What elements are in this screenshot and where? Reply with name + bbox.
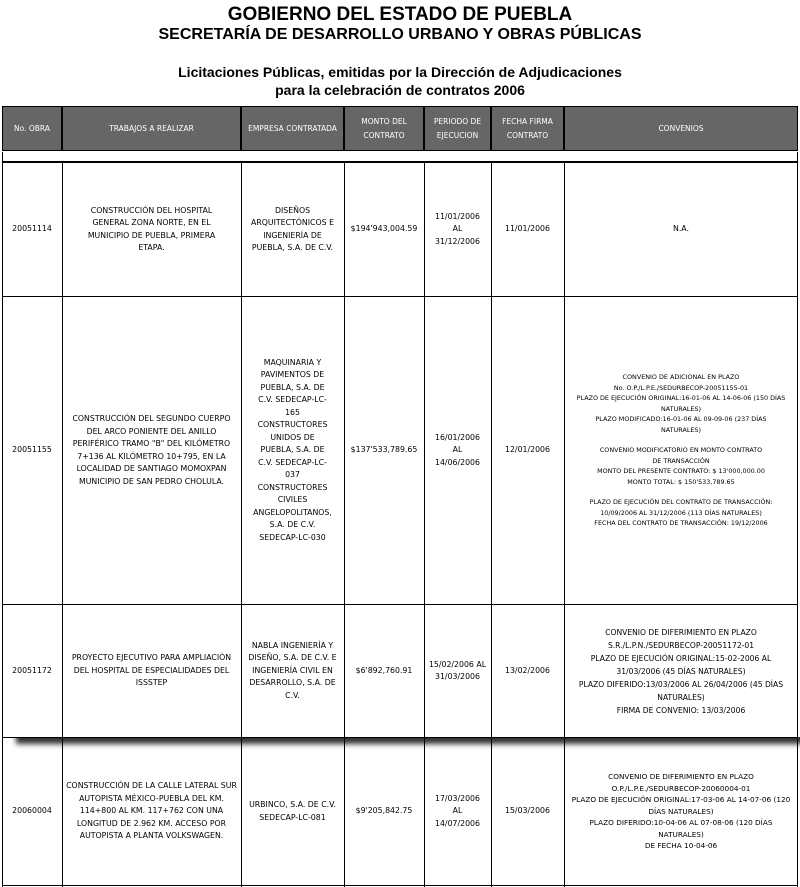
- row-periodo: 17/03/2006 AL 14/07/2006: [435, 793, 480, 828]
- convenio-line: MONTO TOTAL: $ 150'533,789.65: [627, 477, 735, 486]
- convenio-line: CONVENIO DE ADICIONAL EN PLAZO: [622, 373, 740, 382]
- row-monto: $194'943,004.59: [350, 224, 418, 234]
- row-fecha: 12/01/2006: [505, 445, 550, 455]
- row-monto: $137'533,789.65: [350, 445, 418, 455]
- spacer-row: [2, 152, 798, 162]
- row-empresa: URBINCO, S.A. DE C.V. SEDECAP-LC-081: [249, 800, 336, 822]
- row-trabajos: CONSTRUCCIÓN DE LA CALLE LATERAL SUR AUTOPISTA MÉXICO-PUEBLA DEL KM. 114+800 AL KM. 117+762 CON UNA LONGITUD DE 2.962 KM. ACCESO POR AUTOPISTA A PLANTA VOLKSWAGEN.: [66, 781, 237, 841]
- convenio-line: CONVENIO DE DIFERIMIENTO EN PLAZO: [605, 627, 757, 637]
- row-convenios: [564, 738, 798, 885]
- row-convenios: N.A.: [673, 224, 689, 234]
- convenio-line: MONTO DEL PRESENTE CONTRATO: $ 13'000,000.00: [597, 467, 765, 476]
- row-no-obra: 20051155: [12, 445, 52, 455]
- convenio-line: PLAZO DE EJECUCIÓN ORIGINAL:15-02-2006 AL 31/03/2006 (45 DÍAS NATURALES): [590, 653, 772, 676]
- col-trabajos: TRABAJOS A REALIZAR: [62, 106, 241, 151]
- row-convenios: [564, 605, 798, 737]
- header-caption-2: para la celebración de contratos 2006: [275, 82, 525, 98]
- convenio-line: O.P./L.P.E./SEDURBECOP-20060004-01: [611, 783, 751, 793]
- row-no-obra: 20051114: [12, 224, 52, 234]
- convenio-line: PLAZO DIFERIDO:10-04-06 AL 07-08-06 (120 DÍAS NATURALES): [589, 818, 773, 839]
- row-periodo: 16/01/2006 AL 14/06/2006: [435, 432, 480, 467]
- convenio-line: PLAZO DIFERIDO:13/03/2006 AL 26/04/2006 (45 DÍAS NATURALES): [578, 679, 784, 702]
- row-empresa: DISEÑOS ARQUITECTÓNICOS E INGENIERÍA DE PUEBLA, S.A. DE C.V.: [251, 205, 334, 252]
- row-monto: $6'892,760.91: [355, 665, 413, 675]
- convenio-line: No. O.P./L.P.E./SEDURBECOP-20051155-01: [613, 383, 749, 392]
- row-empresa: NABLA INGENIERÍA Y DISEÑO, S.A. DE C.V. E INGENIERÍA CIVIL EN DESARROLLO, S.A. DE C.V.: [248, 640, 337, 700]
- row-fecha: 13/02/2006: [505, 665, 550, 675]
- convenio-line: CONVENIO DE DIFERIMIENTO EN PLAZO: [608, 772, 754, 782]
- header-title: GOBIERNO DEL ESTADO DE PUEBLA: [227, 4, 573, 25]
- convenio-line: S.R./L.P.N./SEDURBECOP-20051172-01: [607, 640, 755, 650]
- convenio-line: PLAZO DE EJECUCIÓN ORIGINAL:17-03-06 AL 14-07-06 (120 DÍAS NATURALES): [571, 795, 791, 816]
- convenio-line: PLAZO DE EJECUCIÓN ORIGINAL:16-01-06 AL 14-06-06 (150 DÍAS NATURALES): [576, 394, 786, 413]
- row-empresa: MAQUINARIA Y PAVIMENTOS DE PUEBLA, S.A. DE C.V. SEDECAP-LC-165 CONSTRUCTORES UNIDOS DE PUEBLA, S.A. DE C.V. SEDECAP-LC-037 CONSTRUCTORES CIVILES ANGELOPOLITANOS, S.A. DE C.V. SEDECAP-LC-030: [253, 357, 332, 542]
- row-fecha: 15/03/2006: [505, 806, 550, 816]
- col-fecha: FECHA FIRMA CONTRATO: [491, 106, 564, 151]
- col-convenios: CONVENIOS: [564, 106, 798, 151]
- col-periodo: PERIODO DE EJECUCION: [424, 106, 491, 151]
- row-fecha: 11/01/2006: [505, 224, 550, 234]
- header-subtitle: SECRETARÍA DE DESARROLLO URBANO Y OBRAS PÚBLICAS: [158, 26, 642, 43]
- row-monto: $9'205,842.75: [355, 806, 413, 816]
- col-no-obra: No. OBRA: [2, 106, 62, 151]
- row-no-obra: 20060004: [12, 806, 52, 816]
- col-empresa: EMPRESA CONTRATADA: [241, 106, 344, 151]
- row-periodo: 15/02/2006 AL 31/03/2006: [428, 659, 487, 681]
- row-trabajos: CONSTRUCCIÓN DEL SEGUNDO CUERPO DEL ARCO PONIENTE DEL ANILLO PERIFÉRICO TRAMO "B" DEL KILÓMETRO 7+136 AL KILÓMETRO 10+795, EN LA LOCALIDAD DE SANTIAGO MOMOXPAN MUNICIPIO DE SAN PEDRO CHOLULA.: [72, 414, 231, 486]
- convenio-line: FIRMA DE CONVENIO: 13/03/2006: [616, 705, 746, 715]
- convenio-line: CONVENIO MODIFICATORIO EN MONTO CONTRATO DE TRANSACCIÓN: [599, 446, 763, 465]
- convenio-line: FECHA DEL CONTRATO DE TRANSACCIÓN: 19/12/2006: [594, 519, 768, 528]
- row-periodo: 11/01/2006 AL 31/12/2006: [435, 211, 480, 246]
- convenio-line: DE FECHA 10-04-06: [644, 841, 718, 851]
- row-convenios: [564, 297, 798, 604]
- row-trabajos: PROYECTO EJECUTIVO PARA AMPLIACIÓN DEL HOSPITAL DE ESPECIALIDADES DEL ISSSTEP: [71, 653, 232, 688]
- row-trabajos: CONSTRUCCIÓN DEL HOSPITAL GENERAL ZONA NORTE, EN EL MUNICIPIO DE PUEBLA, PRIMERA ETAPA.: [87, 205, 216, 252]
- convenio-line: PLAZO DE EJECUCIÓN DEL CONTRATO DE TRANSACCIÓN: 10/09/2006 AL 31/12/2006 (113 DÍAS NATURALES): [589, 498, 773, 517]
- convenio-line: PLAZO MODIFICADO:16-01-06 AL 09-09-06 (237 DÍAS NATURALES): [595, 415, 767, 434]
- col-monto: MONTO DEL CONTRATO: [344, 106, 424, 151]
- row-no-obra: 20051172: [12, 665, 52, 675]
- header-caption-1: Licitaciones Públicas, emitidas por la Dirección de Adjudicaciones: [178, 64, 622, 80]
